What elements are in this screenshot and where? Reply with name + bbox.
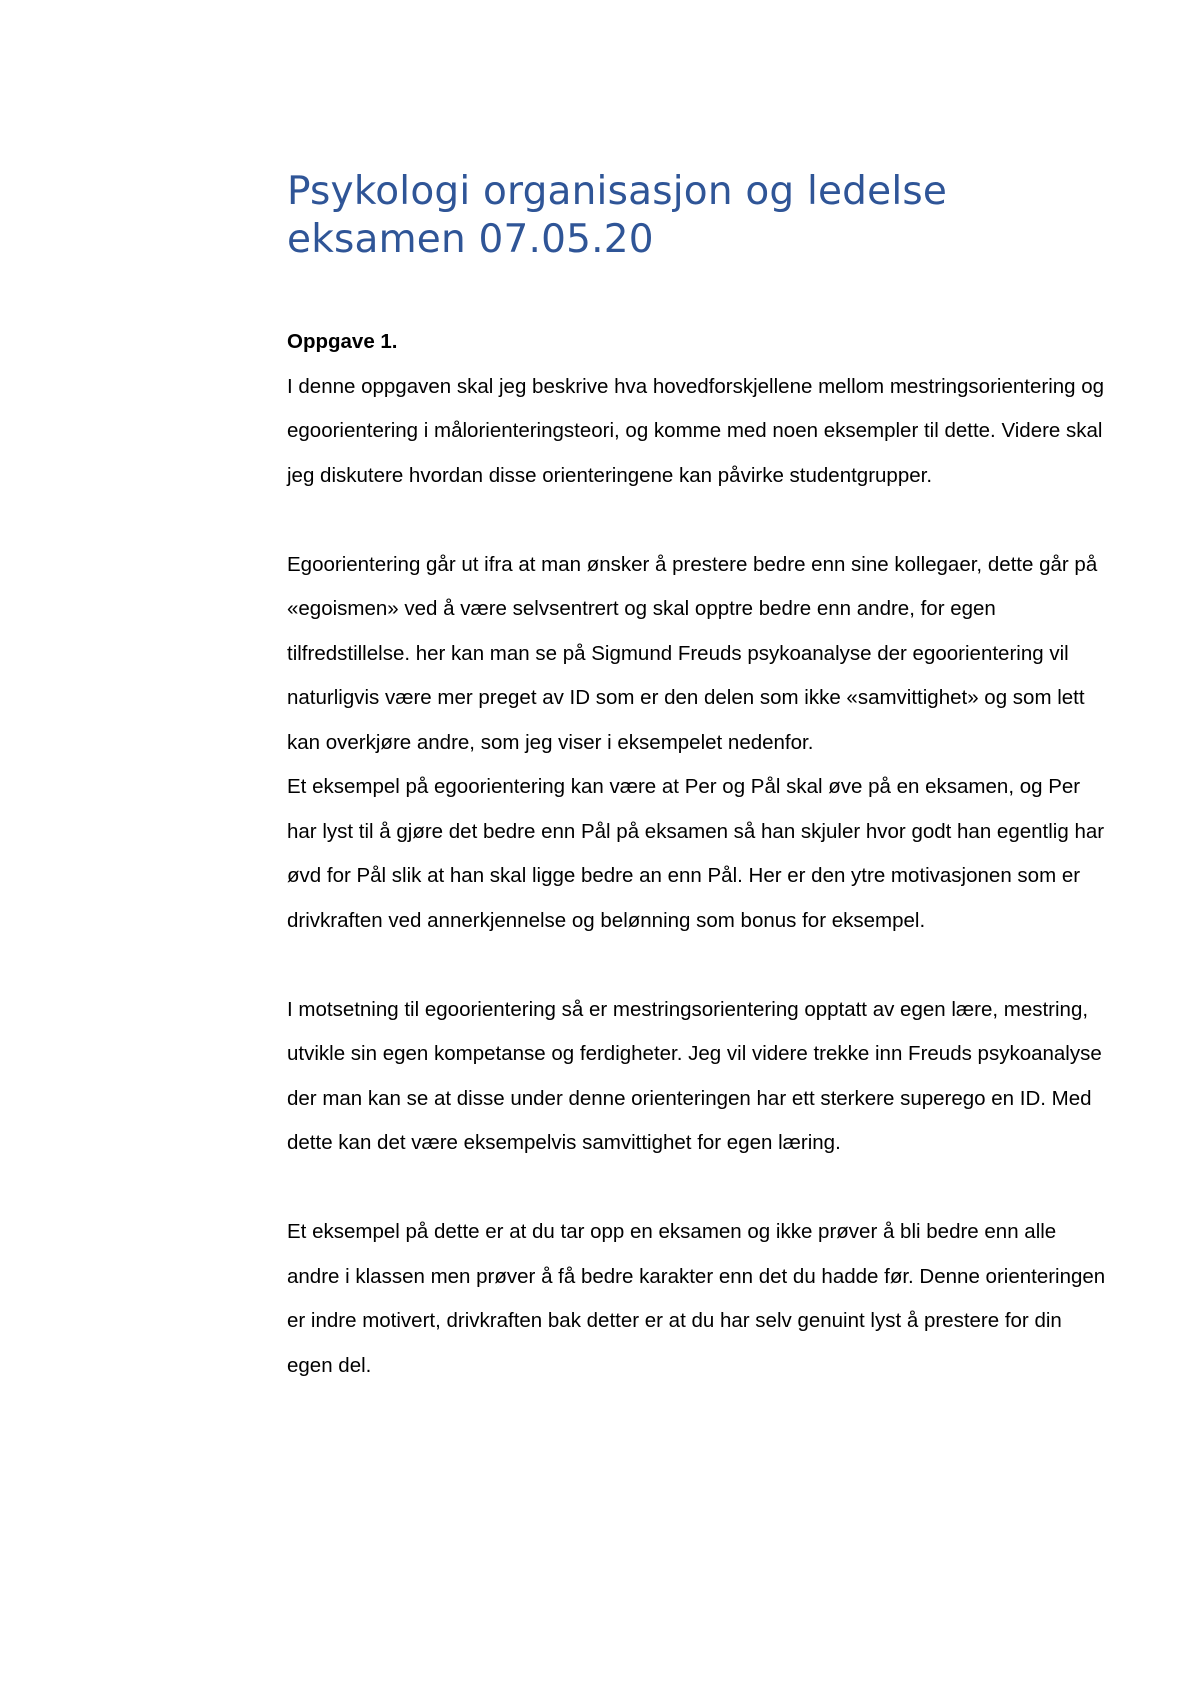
paragraph-intro: I denne oppgaven skal jeg beskrive hva hovedforskjellene mellom mestringsorientering og egoorientering i målorienteringsteori, og komme med noen eksempler til dette. Videre skal jeg diskutere hvordan disse orienteringene kan påvirke studentgrupper.	[287, 374, 1105, 487]
title-line-1: Psykologi organisasjon og ledelse	[287, 169, 948, 214]
paragraph-mestringsorientering: I motsetning til egoorientering så er mestringsorientering opptatt av egen lære, mestring, utvikle sin egen kompetanse og ferdigheter. Jeg vil videre trekke inn Freuds psykoanalyse der man kan se at disse under denne orienteringen har ett sterkere superego en ID. Med dette kan det være eksempelvis samvittighet for egen læring.	[287, 997, 1102, 1154]
paragraph-ego-example: Et eksempel på egoorientering kan være at Per og Pål skal øve på en eksamen, og Per har lyst til å gjøre det bedre enn Pål på eksamen så han skjuler hvor godt han egentlig har øvd for Pål slik at han skal ligge bedre an enn Pål. Her er den ytre motivasjonen som er drivkraften ved annerkjennelse og belønning som bonus for eksempel.	[287, 775, 1105, 932]
title-line-2: eksamen 07.05.20	[287, 217, 654, 262]
paragraph-gap	[287, 1166, 1107, 1211]
task-heading: Oppgave 1.	[287, 330, 398, 353]
paragraph-gap	[287, 943, 1107, 988]
paragraph-gap	[287, 498, 1107, 543]
document-title	[287, 168, 1107, 264]
paragraph-mestring-example: Et eksempel på dette er at du tar opp en eksamen og ikke prøver å bli bedre enn alle andre i klassen men prøver å få bedre karakter enn det du hadde før. Denne orienteringen er indre motivert, drivkraften bak detter er at du har selv genuint lyst å prestere for din egen del.	[287, 1220, 1106, 1377]
document-content	[287, 168, 1107, 1388]
paragraph-egoorientering: Egoorientering går ut ifra at man ønsker å prestere bedre enn sine kollegaer, dette går på «egoismen» ved å være selvsentrert og skal opptre bedre enn andre, for egen tilfredstillelse. her kan man se på Sigmund Freuds psykoanalyse der egoorientering vil naturligvis være mer preget av ID som er den delen som ikke «samvittighet» og som lett kan overkjøre andre, som jeg viser i eksempelet nedenfor.	[287, 552, 1098, 754]
